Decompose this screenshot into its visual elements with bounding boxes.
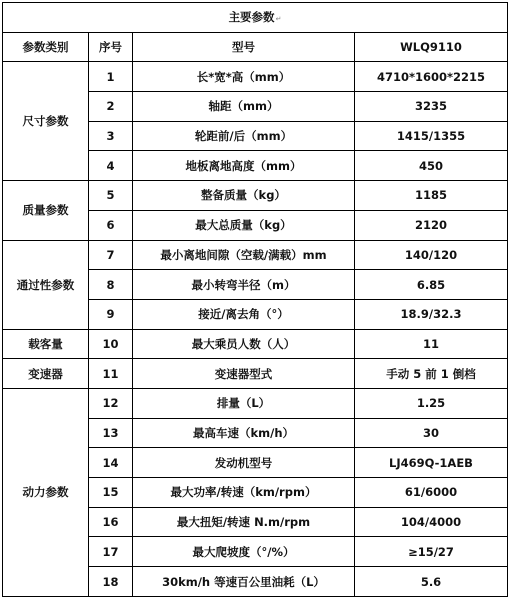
- table-title-text: 主要参数: [228, 10, 275, 25]
- table-row: [3, 62, 508, 92]
- value-cell: 1.25: [355, 388, 508, 418]
- index-cell: 6: [89, 210, 133, 240]
- param-cell: 发动机型号: [133, 448, 355, 478]
- header-index: 序号: [89, 32, 133, 62]
- param-cell: 整备质量（kg）: [133, 181, 355, 211]
- param-cell: 最大爬坡度（°/%）: [133, 537, 355, 567]
- value-cell: 6.85: [355, 270, 508, 300]
- paragraph-mark-icon: ↵: [275, 15, 282, 24]
- param-cell: 长*宽*高（mm）: [133, 62, 355, 92]
- table-row: [3, 359, 508, 389]
- category-cell: 变速器: [3, 359, 89, 389]
- param-cell: 地板离地高度（mm）: [133, 151, 355, 181]
- value-cell: 140/120: [355, 240, 508, 270]
- table-row: [3, 240, 508, 270]
- value-cell: 手动 5 前 1 倒档: [355, 359, 508, 389]
- param-cell: 最大总质量（kg）: [133, 210, 355, 240]
- value-cell: 450: [355, 151, 508, 181]
- value-cell: 5.6: [355, 567, 508, 597]
- value-cell: ≥15/27: [355, 537, 508, 567]
- index-cell: 8: [89, 270, 133, 300]
- index-cell: 18: [89, 567, 133, 597]
- value-cell: 3235: [355, 92, 508, 122]
- index-cell: 15: [89, 478, 133, 508]
- header-category: 参数类别: [3, 32, 89, 62]
- index-cell: 10: [89, 329, 133, 359]
- index-cell: 11: [89, 359, 133, 389]
- spec-table: [2, 2, 508, 597]
- value-cell: 18.9/32.3: [355, 299, 508, 329]
- index-cell: 1: [89, 62, 133, 92]
- value-cell: LJ469Q-1AEB: [355, 448, 508, 478]
- index-cell: 5: [89, 181, 133, 211]
- param-cell: 轴距（mm）: [133, 92, 355, 122]
- value-cell: 11: [355, 329, 508, 359]
- table-row: [3, 388, 508, 418]
- index-cell: 7: [89, 240, 133, 270]
- index-cell: 4: [89, 151, 133, 181]
- category-cell: 载客量: [3, 329, 89, 359]
- param-cell: 最高车速（km/h）: [133, 418, 355, 448]
- param-cell: 最大乘员人数（人）: [133, 329, 355, 359]
- value-cell: 4710*1600*2215: [355, 62, 508, 92]
- value-cell: 61/6000: [355, 478, 508, 508]
- index-cell: 17: [89, 537, 133, 567]
- value-cell: 1185: [355, 181, 508, 211]
- value-cell: 104/4000: [355, 507, 508, 537]
- index-cell: 13: [89, 418, 133, 448]
- table-row: [3, 181, 508, 211]
- param-cell: 30km/h 等速百公里油耗（L）: [133, 567, 355, 597]
- index-cell: 9: [89, 299, 133, 329]
- value-cell: 2120: [355, 210, 508, 240]
- category-cell: 动力参数: [3, 388, 89, 596]
- param-cell: 最小转弯半径（m）: [133, 270, 355, 300]
- category-cell: 质量参数: [3, 181, 89, 240]
- header-model: WLQ9110: [355, 32, 508, 62]
- header-param: 型号: [133, 32, 355, 62]
- value-cell: 1415/1355: [355, 121, 508, 151]
- index-cell: 12: [89, 388, 133, 418]
- category-cell: 通过性参数: [3, 240, 89, 329]
- table-header-row: [3, 32, 508, 62]
- index-cell: 16: [89, 507, 133, 537]
- spec-table-body: [3, 3, 508, 597]
- table-title-row: [3, 3, 508, 33]
- param-cell: 最大扭矩/转速 N.m/rpm: [133, 507, 355, 537]
- table-title: [3, 3, 508, 33]
- param-cell: 排量（L）: [133, 388, 355, 418]
- category-cell: 尺寸参数: [3, 62, 89, 181]
- index-cell: 2: [89, 92, 133, 122]
- table-row: [3, 329, 508, 359]
- value-cell: 30: [355, 418, 508, 448]
- index-cell: 3: [89, 121, 133, 151]
- param-cell: 接近/离去角（°）: [133, 299, 355, 329]
- param-cell: 最大功率/转速（km/rpm）: [133, 478, 355, 508]
- param-cell: 最小离地间隙（空载/满载）mm: [133, 240, 355, 270]
- index-cell: 14: [89, 448, 133, 478]
- param-cell: 变速器型式: [133, 359, 355, 389]
- param-cell: 轮距前/后（mm）: [133, 121, 355, 151]
